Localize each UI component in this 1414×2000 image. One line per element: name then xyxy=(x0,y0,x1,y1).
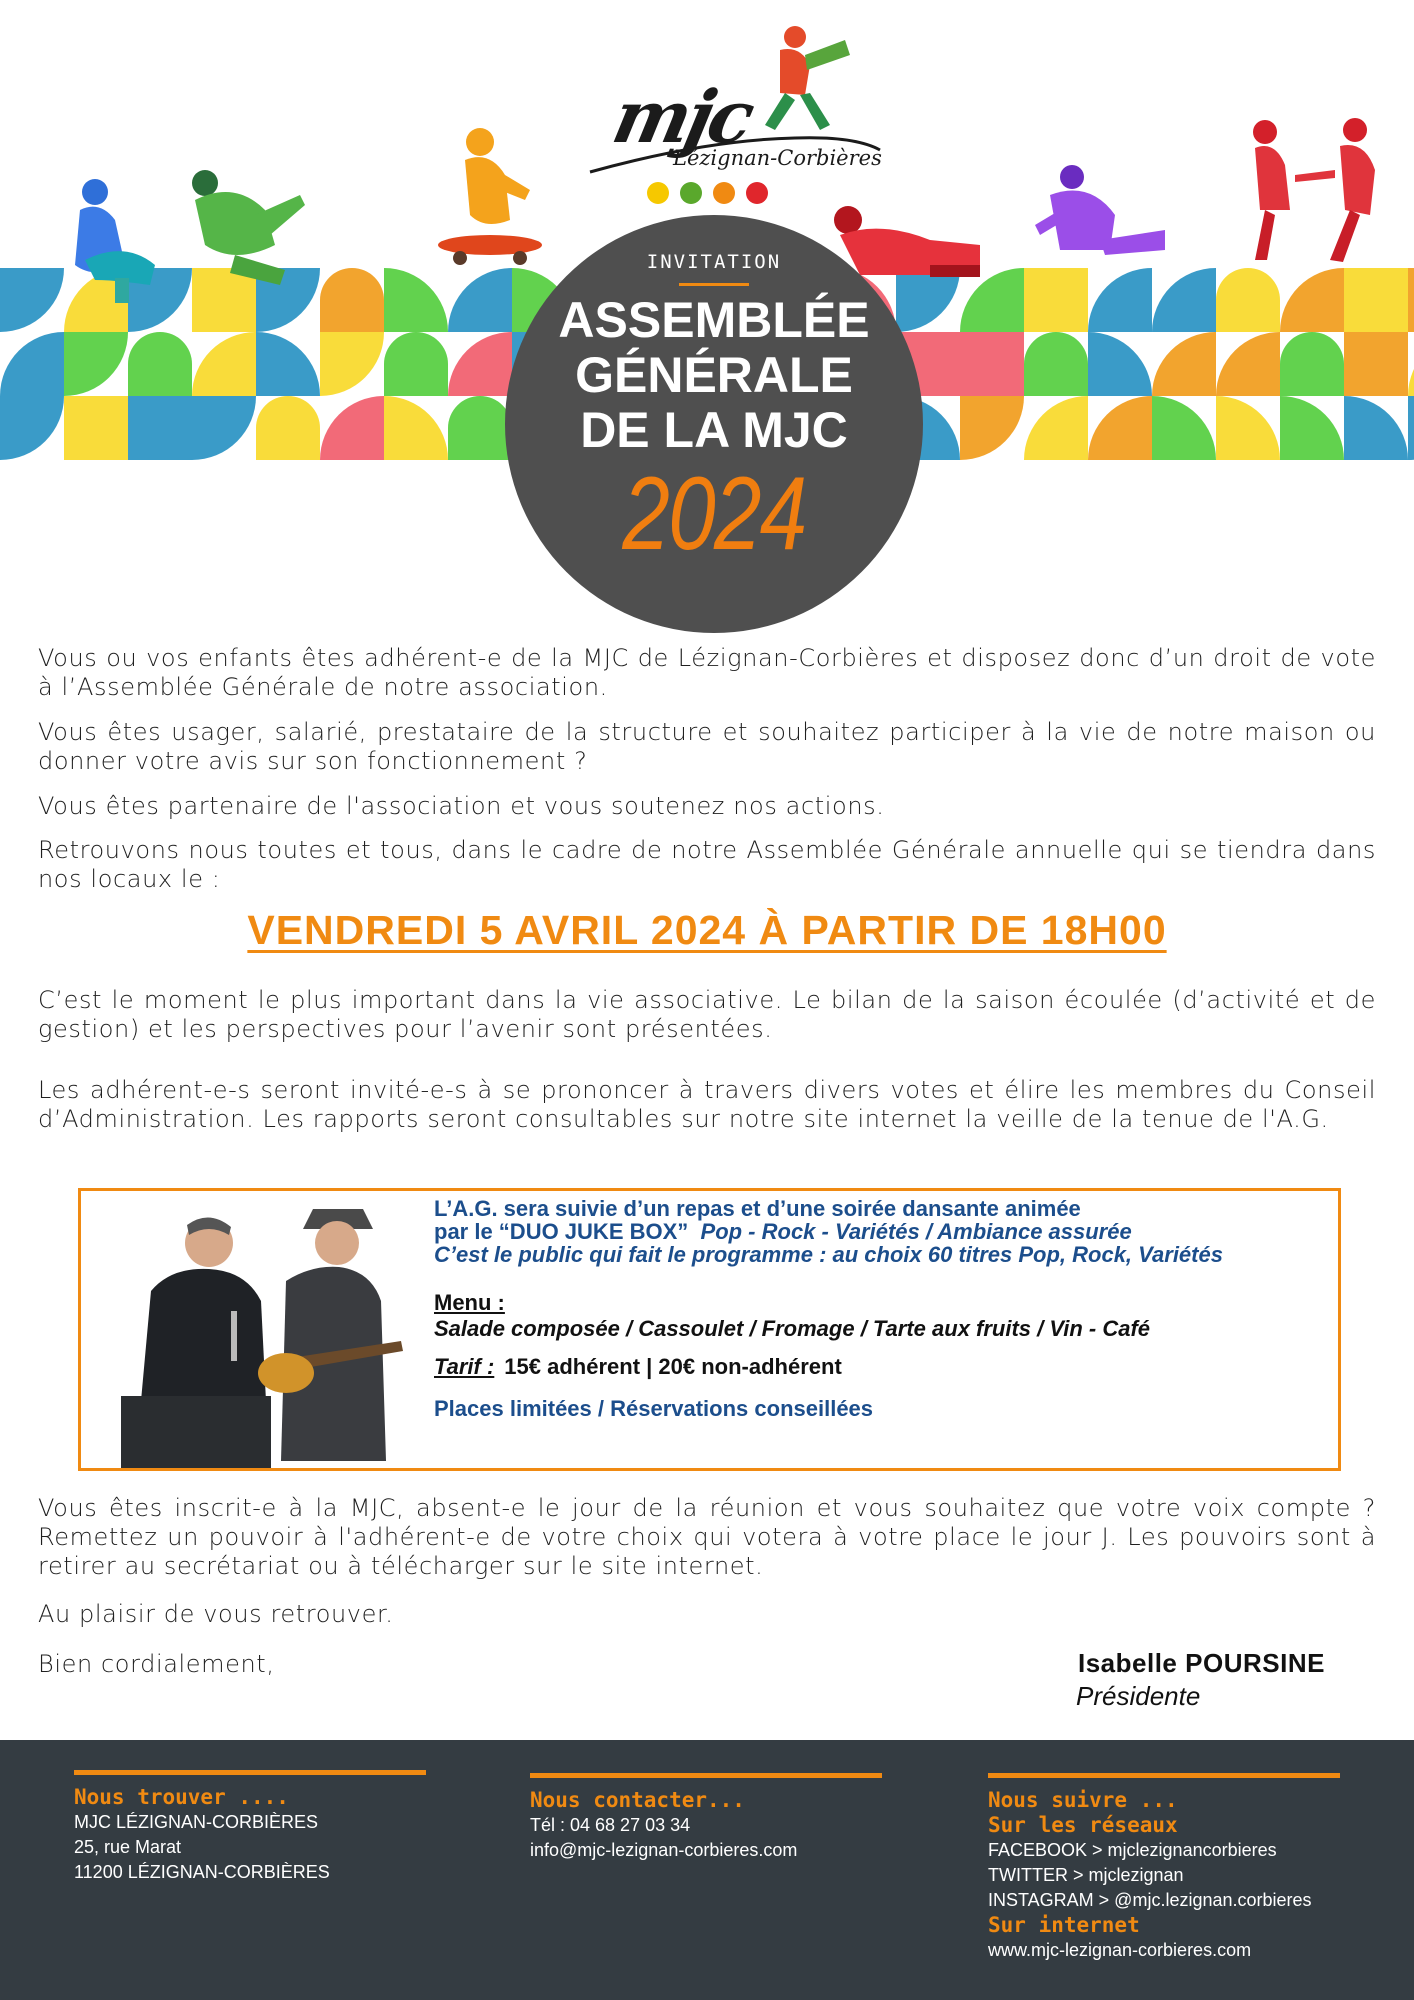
address-line-1: MJC LÉZIGNAN-CORBIÈRES xyxy=(74,1812,319,1832)
pattern-tile xyxy=(0,396,64,460)
social-twitter[interactable]: TWITTER > mjclezignan xyxy=(988,1865,1184,1885)
address-line-3: 11200 LÉZIGNAN-CORBIÈRES xyxy=(74,1862,330,1882)
pattern-tile xyxy=(384,332,448,396)
page-title xyxy=(505,293,923,458)
pattern-tile xyxy=(1088,268,1152,332)
pattern-tile xyxy=(1280,332,1344,396)
menu-label: Menu : xyxy=(434,1290,505,1315)
event-line-2a: par le “DUO JUKE BOX” xyxy=(434,1219,689,1244)
pattern-tile xyxy=(1088,332,1152,396)
mjc-logo xyxy=(585,74,885,220)
figure-dancing-couple xyxy=(1235,110,1395,270)
footer xyxy=(0,1740,1414,2000)
tarif-value: 15€ adhérent | 20€ non-adhérent xyxy=(504,1354,842,1379)
event-line-3: C’est le public qui fait le programme : au choix 60 titres Pop, Rock, Variétés xyxy=(434,1242,1223,1267)
figure-skater-orange xyxy=(430,120,550,270)
pattern-tile xyxy=(1088,396,1152,460)
pattern-tile xyxy=(1344,396,1408,460)
intro-paragraph-1: Vous ou vos enfants êtes adhérent-e de la MJC de Lézignan-Corbières et disposez donc d’un droit de vote à l’Assemblée Générale de notre association. xyxy=(38,644,1376,701)
kicker-underline xyxy=(679,283,749,286)
title-line-3: DE LA MJC xyxy=(580,402,848,458)
contact-phone[interactable]: Tél : 04 68 27 03 34 xyxy=(530,1815,691,1835)
event-date xyxy=(0,907,1414,954)
pattern-tile xyxy=(1280,268,1344,332)
address-line-2: 25, rue Marat xyxy=(74,1837,182,1857)
figure-purple xyxy=(1020,155,1170,275)
event-line-2 xyxy=(434,1220,1334,1243)
follow-heading: Nous suivre ... xyxy=(988,1788,1178,1812)
pattern-tile xyxy=(1280,396,1344,460)
pattern-tile xyxy=(1152,268,1216,332)
header-banner xyxy=(0,0,1414,640)
band-photo xyxy=(81,1191,411,1468)
details-paragraph-2: Les adhérent-e-s seront invité-e-s à se prononcer à travers divers votes et élire les membres du Conseil d’Administration. Les rapports seront consultables sur notre site internet la veille de la tenue de l'A.G. xyxy=(38,1076,1376,1133)
pattern-tile xyxy=(1024,332,1088,396)
pattern-tile xyxy=(384,396,448,460)
pattern-tile xyxy=(1024,396,1088,460)
social-heading: Sur les réseaux xyxy=(988,1813,1178,1837)
figure-crouching-green xyxy=(175,155,315,305)
website-link[interactable]: www.mjc-lezignan-corbieres.com xyxy=(988,1940,1252,1960)
event-info xyxy=(434,1197,1334,1422)
pattern-tile xyxy=(1344,268,1408,332)
footer-bar xyxy=(988,1773,1340,1778)
pattern-tile xyxy=(448,268,512,332)
find-us-heading: Nous trouver .... xyxy=(74,1785,289,1809)
pattern-tile xyxy=(960,396,1024,460)
event-box xyxy=(78,1188,1341,1471)
pattern-tile xyxy=(64,332,128,396)
event-line-2b: Pop - Rock - Variétés / Ambiance assurée xyxy=(700,1219,1132,1244)
logo-dot-red xyxy=(746,182,768,204)
pattern-tile xyxy=(1408,396,1414,460)
title-line-2: GÉNÉRALE xyxy=(575,347,853,403)
pattern-tile xyxy=(1216,332,1280,396)
closing-paragraph-1: Vous êtes inscrit-e à la MJC, absent-e le jour de la réunion et vous souhaitez que votre voix compte ? Remettez un pouvoir à l'adhérent-e de votre choix qui votera à votre place le jour J. Les pouvoirs sont à retirer au secrétariat ou à télécharger sur le site internet. xyxy=(38,1494,1376,1580)
intro-paragraph-4: Retrouvons nous toutes et tous, dans le cadre de notre Assemblée Générale annuelle qui se tiendra dans nos locaux le : xyxy=(38,836,1376,893)
pattern-tile xyxy=(256,332,320,396)
pattern-tile xyxy=(128,396,192,460)
closing-greeting: Bien cordialement, xyxy=(38,1650,275,1678)
pattern-tile xyxy=(0,332,64,396)
event-date-text: VENDREDI 5 AVRIL 2024 À PARTIR DE 18H00 xyxy=(247,907,1167,953)
tarif xyxy=(434,1354,1334,1380)
invitation-kicker: INVITATION xyxy=(646,251,782,273)
title-line-1: ASSEMBLÉE xyxy=(558,292,870,348)
logo-dot-orange xyxy=(713,182,735,204)
pattern-tile xyxy=(384,268,448,332)
contact-heading: Nous contacter... xyxy=(530,1788,745,1812)
logo-wordmark: mjc xyxy=(605,74,759,159)
footer-bar xyxy=(74,1770,426,1775)
pattern-tile xyxy=(192,396,256,460)
details-paragraph-1: C’est le moment le plus important dans la vie associative. Le bilan de la saison écoulée (d’activité et de gestion) et les perspectives pour l’avenir sont présentées. xyxy=(38,986,1376,1043)
pattern-tile xyxy=(1216,268,1280,332)
pattern-tile xyxy=(192,332,256,396)
logo-dot-green xyxy=(680,182,702,204)
title-year: 2024 xyxy=(622,456,806,572)
pattern-tile xyxy=(320,268,384,332)
pattern-tile xyxy=(1152,332,1216,396)
signature-role: Présidente xyxy=(1076,1681,1201,1711)
signature-last-name: POURSINE xyxy=(1185,1648,1325,1678)
menu-items: Salade composée / Cassoulet / Fromage / Tarte aux fruits / Vin - Café xyxy=(434,1316,1151,1341)
logo-dots xyxy=(647,182,768,204)
pattern-tile xyxy=(1408,268,1414,332)
intro-paragraph-3: Vous êtes partenaire de l'association et vous soutenez nos actions. xyxy=(38,792,885,820)
pattern-tile xyxy=(320,396,384,460)
pattern-tile xyxy=(128,332,192,396)
web-heading: Sur internet xyxy=(988,1913,1140,1937)
signature-name xyxy=(1078,1648,1325,1679)
pattern-tile xyxy=(448,332,512,396)
pattern-tile xyxy=(1152,396,1216,460)
pattern-tile xyxy=(960,332,1024,396)
pattern-tile xyxy=(320,332,384,396)
tarif-label: Tarif : xyxy=(434,1354,495,1379)
pattern-tile xyxy=(448,396,512,460)
social-facebook[interactable]: FACEBOOK > mjclezignancorbieres xyxy=(988,1840,1277,1860)
signature-first-name: Isabelle xyxy=(1078,1648,1178,1678)
logo-subtitle: Lézignan-Corbières xyxy=(673,146,882,170)
social-instagram[interactable]: INSTAGRAM > @mjc.lezignan.corbieres xyxy=(988,1890,1312,1910)
pattern-tile xyxy=(1216,396,1280,460)
footer-follow xyxy=(988,1773,1340,1963)
figure-sitting-blue xyxy=(55,170,165,310)
places-note: Places limitées / Réservations conseillées xyxy=(434,1396,874,1421)
intro-paragraph-2: Vous êtes usager, salarié, prestataire de la structure et souhaitez participer à la vie de notre maison ou donner votre avis sur son fonctionnement ? xyxy=(38,718,1376,775)
footer-contact xyxy=(530,1773,882,1863)
pattern-tile xyxy=(256,396,320,460)
pattern-tile xyxy=(64,396,128,460)
event-line-1: L’A.G. sera suivie d’un repas et d’une soirée dansante animée xyxy=(434,1196,1081,1221)
pattern-tile xyxy=(1344,332,1408,396)
footer-bar xyxy=(530,1773,882,1778)
logo-dot-yellow xyxy=(647,182,669,204)
contact-email[interactable]: info@mjc-lezignan-corbieres.com xyxy=(530,1840,798,1860)
title-circle xyxy=(505,215,923,633)
pattern-tile xyxy=(1024,268,1088,332)
closing-paragraph-2: Au plaisir de vous retrouver. xyxy=(38,1600,394,1628)
pattern-tile xyxy=(1408,332,1414,396)
footer-find-us xyxy=(74,1770,426,1885)
